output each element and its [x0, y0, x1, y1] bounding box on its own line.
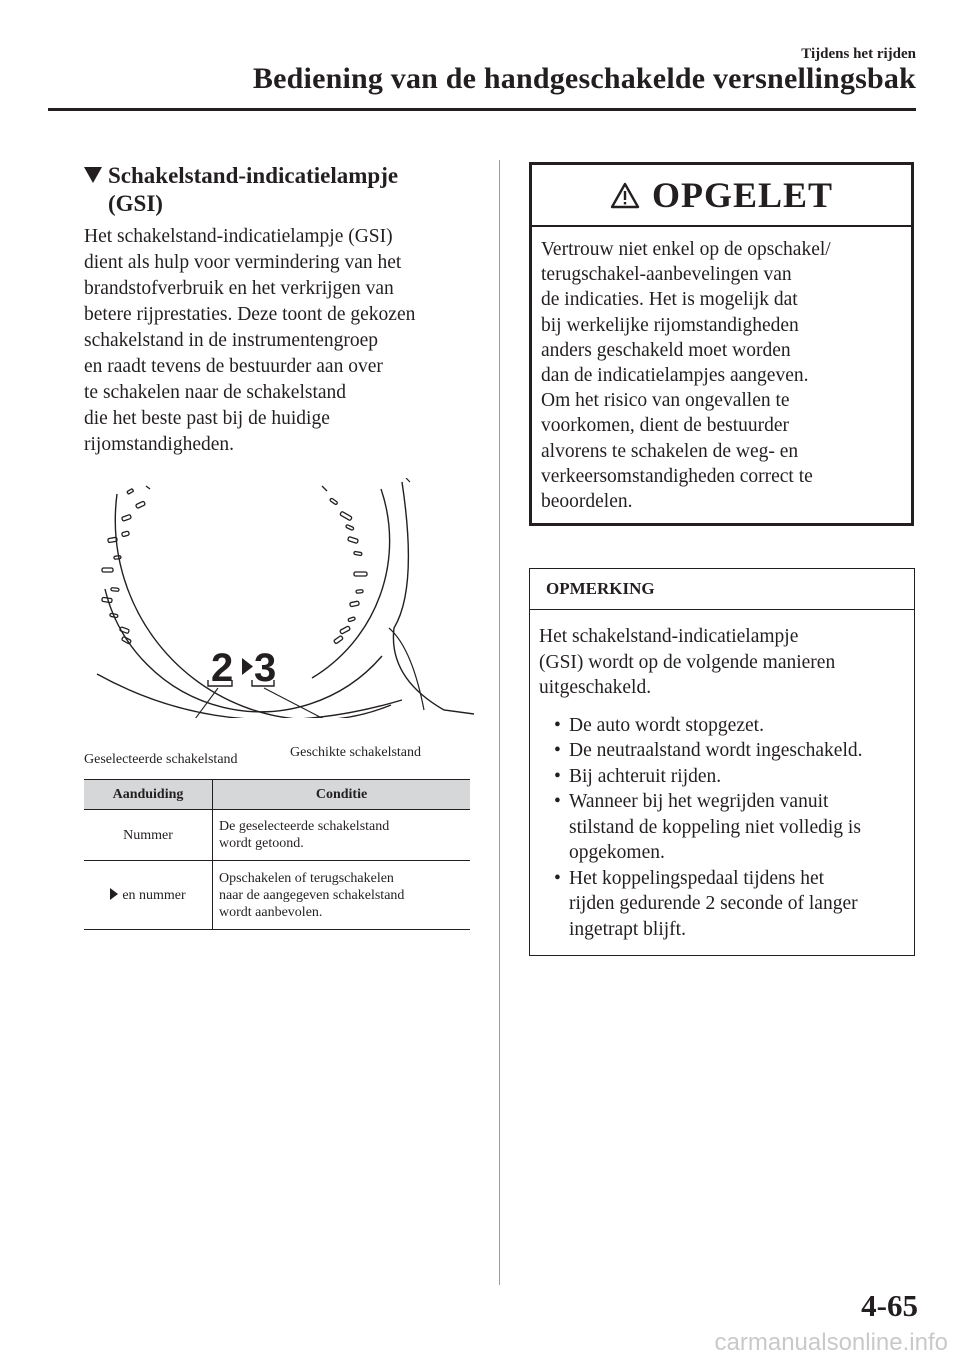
column-header: Conditie [213, 780, 471, 810]
table-cell-condition: Opschakelen of terugschakelen naar de aangegeven schakelstand wordt aanbevolen. [213, 861, 471, 930]
tick-marks-right [322, 486, 367, 644]
suggested-gear-digit: 3 [254, 646, 277, 690]
note-body [530, 610, 914, 942]
section-heading-text: Schakelstand-indicatielampje (GSI) [108, 163, 399, 216]
label-selected-gear: Geselecteerde schakelstand [84, 752, 238, 767]
page-number: 4-65 [861, 1288, 918, 1323]
list-item: • Het koppelingspedaal tijdens het rijden gedurende 2 seconde of langer ingetrapt blijft. [554, 867, 858, 940]
dial-arc-right [312, 489, 390, 678]
table-cell-indication: Nummer [84, 810, 213, 861]
caution-text: Vertrouw niet enkel op de opschakel/ terugschakel-aanbevelingen van de indicaties. Het is mogelijk dat bij werkelijke rijomstandigheden anders geschakeld moet worden dan de indicatielampjes aangeven. Om het risico van ongevallen te voorkomen, dient de bestuurder alvorens te schakelen de weg- en verkeersomstandigheden correct te beoordelen. [541, 239, 831, 513]
watermark: carmanualsonline.info [714, 1329, 948, 1356]
list-item: • De auto wordt stopgezet. [539, 713, 914, 739]
leader-line-selected [175, 688, 218, 718]
section-heading [84, 162, 484, 218]
table-cell-indication: en nummer [84, 861, 213, 930]
housing-curve [393, 482, 474, 714]
bullet-icon: • [554, 765, 561, 787]
bullet-icon: • [554, 867, 561, 889]
current-gear-digit: 2 [211, 646, 234, 690]
table-cell-condition: De geselecteerde schakelstand wordt getoond. [213, 810, 471, 861]
table-row [84, 810, 470, 861]
indication-table [84, 779, 470, 930]
dial-arc-left [105, 589, 382, 712]
gauge-illustration [84, 478, 474, 718]
shift-arrow-icon [110, 888, 118, 900]
caution-title: OPGELET [651, 175, 834, 215]
warning-triangle-icon [610, 182, 640, 209]
bullet-icon: • [554, 791, 561, 812]
intro-paragraph: Het schakelstand-indicatielampje (GSI) dient als hulp voor vermindering van het brandstofverbruik en het verkrijgen van betere rijprestaties. Deze toont de gekozen schakelstand in de instrumentengroep en raadt tevens de bestuurder aan over te schakelen naar de schakelstand die het beste past bij de huidige rijomstandigheden. [84, 226, 416, 455]
note-list [539, 713, 914, 943]
note-title: OPMERKING [530, 569, 914, 610]
page-title: Bediening van de handgeschakelde versnellingsbak [252, 62, 916, 95]
list-item: • Bij achteruit rijden. [539, 764, 914, 790]
list-item: • Wanneer bij het wegrijden vanuit stilstand de koppeling niet volledig is opgekomen. [554, 791, 861, 863]
shift-up-arrow-icon [242, 658, 253, 675]
table-header-row [84, 780, 470, 810]
bullet-icon: • [554, 714, 561, 736]
instrument-cluster-diagram [84, 478, 474, 718]
note-box [529, 568, 915, 956]
leader-line-suitable [264, 688, 372, 718]
triangle-down-icon [84, 167, 102, 183]
list-item: • De neutraalstand wordt ingeschakeld. [539, 738, 914, 764]
housing-inner-curve [389, 628, 424, 710]
chapter-title: Tijdens het rijden [801, 46, 916, 62]
column-divider [499, 160, 500, 1285]
caution-header [532, 165, 911, 227]
table-row [84, 861, 470, 930]
note-intro: Het schakelstand-indicatielampje (GSI) wordt op de volgende manieren uitgeschakeld. [539, 626, 836, 698]
label-suitable-gear: Geschikte schakelstand [290, 745, 422, 760]
header-rule [48, 108, 916, 111]
bullet-icon: • [554, 740, 561, 761]
caution-box [529, 162, 914, 526]
column-header: Aanduiding [84, 780, 213, 810]
